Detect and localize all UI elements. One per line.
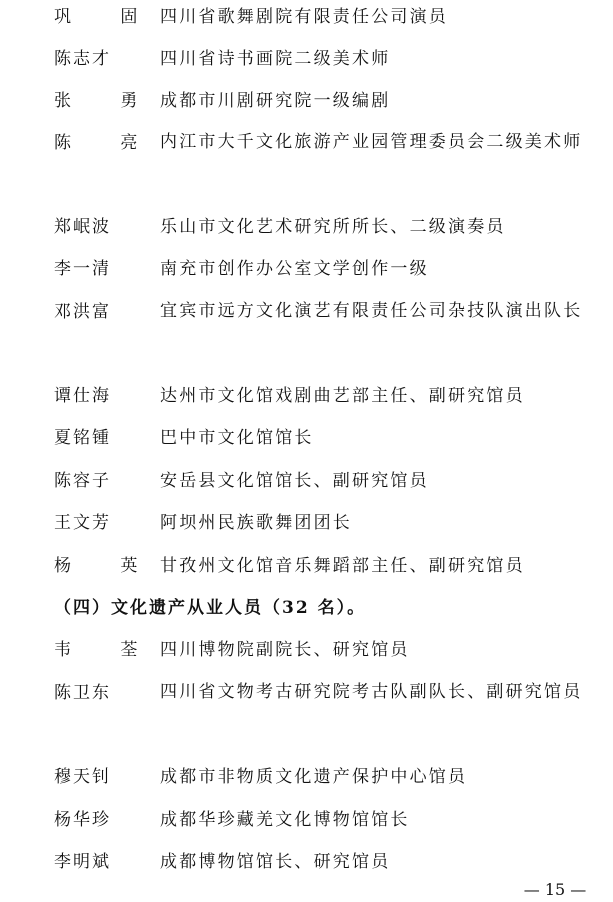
- person-title: 四川省诗书画院二级美术师: [160, 49, 391, 69]
- person-title: 甘孜州文化馆音乐舞蹈部主任、副研究馆员: [160, 556, 525, 576]
- list-item: [0, 847, 613, 877]
- list-item: [0, 466, 613, 496]
- list-item: [0, 551, 613, 581]
- person-title: 成都市川剧研究院一级编剧: [160, 91, 391, 111]
- list-item: [0, 44, 613, 74]
- person-name: 王文芳: [54, 513, 111, 533]
- person-title: 阿坝州民族歌舞团团长: [160, 513, 352, 533]
- person-name: 陈志才: [54, 49, 111, 69]
- list-item: [0, 678, 613, 708]
- person-name: 谭仕海: [54, 386, 111, 406]
- list-item: [0, 212, 613, 242]
- person-title: 成都市非物质文化遗产保护中心馆员: [160, 767, 468, 787]
- person-title: 乐山市文化艺术研究所所长、二级演奏员: [160, 217, 506, 237]
- person-title: 达州市文化馆戏剧曲艺部主任、副研究馆员: [160, 386, 525, 406]
- person-title: 四川省歌舞剧院有限责任公司演员: [160, 7, 448, 27]
- person-name: 巩 固: [54, 7, 160, 27]
- person-name: 郑岷波: [54, 217, 111, 237]
- list-item: [0, 297, 613, 327]
- person-name: 陈 亮: [54, 133, 160, 153]
- list-item: [0, 381, 613, 411]
- person-name: 李明斌: [54, 852, 111, 872]
- person-title: 巴中市文化馆馆长: [160, 428, 314, 448]
- section-heading: （四）文化遗产从业人员（32 名）。: [54, 598, 367, 618]
- person-name: 陈容子: [54, 471, 111, 491]
- person-name: 杨华珍: [54, 810, 111, 830]
- list-item: [0, 635, 613, 665]
- person-name: 李一清: [54, 259, 111, 279]
- list-item: [0, 86, 613, 116]
- person-name: 杨 英: [54, 556, 160, 576]
- list-item: [0, 128, 613, 158]
- person-name: 陈卫东: [54, 683, 111, 703]
- person-name: 张 勇: [54, 91, 160, 111]
- list-item: [0, 2, 613, 32]
- person-title: 四川省文物考古研究院考古队副队长、副研究馆员: [160, 682, 583, 702]
- list-item: [0, 423, 613, 453]
- person-title: 内江市大千文化旅游产业园管理委员会二级美术师: [160, 132, 583, 152]
- person-title: 成都博物馆馆长、研究馆员: [160, 852, 391, 872]
- person-name: 夏铭锺: [54, 428, 111, 448]
- page-number: — 15 —: [523, 880, 587, 899]
- list-item: [0, 508, 613, 538]
- person-title: 安岳县文化馆馆长、副研究馆员: [160, 471, 429, 491]
- person-title: 南充市创作办公室文学创作一级: [160, 259, 429, 279]
- list-item: [0, 254, 613, 284]
- person-title: 四川博物院副院长、研究馆员: [160, 640, 410, 660]
- person-title: 成都华珍藏羌文化博物馆馆长: [160, 810, 410, 830]
- list-item: [0, 805, 613, 835]
- person-name: 韦 荃: [54, 640, 160, 660]
- person-title: 宜宾市远方文化演艺有限责任公司杂技队演出队长: [160, 301, 583, 321]
- person-name: 邓洪富: [54, 302, 111, 322]
- list-item: [0, 762, 613, 792]
- person-name: 穆天钊: [54, 767, 111, 787]
